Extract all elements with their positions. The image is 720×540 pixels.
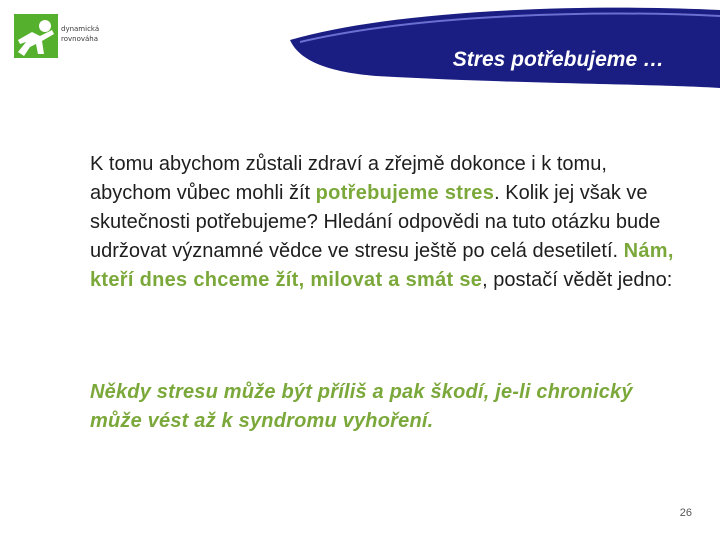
slide-title: Stres potřebujeme … xyxy=(452,48,664,71)
body-part-2: . Kolik jej však ve skutečnosti potřebujeme? Hledání odpovědi na tuto otázku bude udržovat významné vědce ve stresu ještě po celá desetiletí. xyxy=(90,182,661,262)
body-part-1: K tomu abychom zůstali zdraví a zřejmě dokonce i k tomu, abychom vůbec mohli žít xyxy=(90,153,607,204)
conclusion-text: Někdy stresu může být příliš a pak škodí, je-li chronický může vést až k syndromu vyhoření. xyxy=(90,381,633,432)
logo-icon xyxy=(14,14,58,58)
body-paragraph xyxy=(90,150,690,295)
logo-text xyxy=(61,24,131,44)
logo-line-2: rovnováha xyxy=(61,35,99,43)
highlight-need-stress: potřebujeme stres xyxy=(315,182,495,204)
logo-line-1: dynamická xyxy=(61,25,100,33)
body-part-3: , postačí vědět jedno: xyxy=(482,269,673,291)
page-number: 26 xyxy=(679,507,692,519)
highlight-live-love-laugh: Nám, kteří dnes chceme žít, milovat a smát se xyxy=(90,240,674,291)
